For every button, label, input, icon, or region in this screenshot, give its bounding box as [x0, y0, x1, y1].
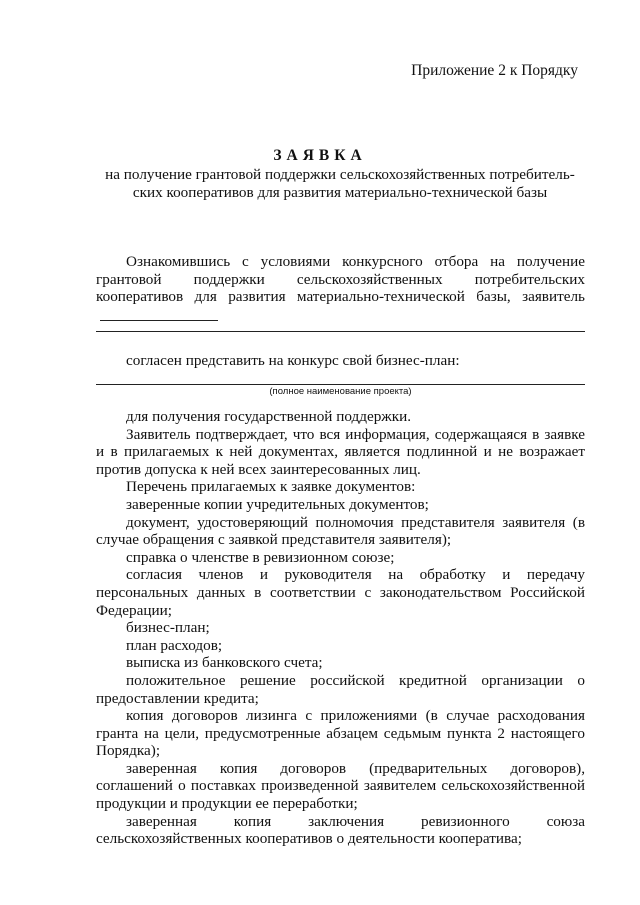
- body-item: для получения государственной поддержки.: [126, 408, 412, 425]
- agree-text: согласен представить на конкурс свой бизнес-план:: [126, 352, 460, 369]
- body-item: план расходов;: [126, 636, 223, 654]
- body-item: положительное решение российской кредитной организации о предоставлении кредита;: [96, 671, 585, 707]
- body-item: заверенные копии учредительных документов;: [126, 495, 429, 513]
- body-item: заверенная копия договоров (предварительных договоров), соглашений о поставках произведенной заявителем сельскохозяйственной продукции и продукции ее переработки;: [96, 759, 585, 813]
- project-name-caption: (полное наименование проекта): [269, 386, 412, 397]
- applicant-continuation-line[interactable]: [96, 331, 585, 332]
- body-item: заверенная копия заключения ревизионного союза сельскохозяйственных кооперативов о деятельности кооператива;: [96, 812, 585, 848]
- agree-paragraph: [96, 352, 585, 370]
- document-subtitle: на получение грантовой поддержки сельскохозяйственных потребитель-ских кооперативов для развития материально-технической базы: [105, 166, 575, 201]
- body-item: справка о членстве в ревизионном союзе;: [126, 548, 395, 566]
- body-item: документ, удостоверяющий полномочия представителя заявителя (в случае обращения с заявкой представителя заявителя);: [96, 513, 585, 549]
- project-name-line[interactable]: [96, 384, 585, 385]
- intro-paragraph: [96, 253, 585, 325]
- body-item: копия договоров лизинга с приложениями (в случае расходования гранта на цели, предусмотренные абзацем седьмым пункта 2 настоящего Порядка);: [96, 707, 585, 760]
- body-item: Перечень прилагаемых к заявке документов:: [126, 478, 416, 496]
- applicant-name-field[interactable]: [100, 306, 218, 321]
- document-title: ЗАЯВКА: [273, 147, 367, 164]
- body-item: выписка из банковского счета;: [126, 654, 323, 672]
- body-item: бизнес-план;: [126, 619, 210, 637]
- body-item: Заявитель подтверждает, что вся информация, содержащаяся в заявке и в прилагаемых к ней документах, является подлинной и не возражает против допуска к ней всех заинтересованных лиц.: [96, 425, 585, 478]
- body-item: согласия членов и руководителя на обработку и передачу персональных данных в соответствии с законодательством Российской Федерации;: [96, 566, 585, 619]
- body-list: [96, 408, 585, 848]
- appendix-reference: Приложение 2 к Порядку: [411, 62, 578, 79]
- intro-text: Ознакомившись с условиями конкурсного отбора на получение грантовой поддержки сельскохозяйственных потребительских кооперативов для развития материально-технической базы, заявитель: [96, 253, 585, 305]
